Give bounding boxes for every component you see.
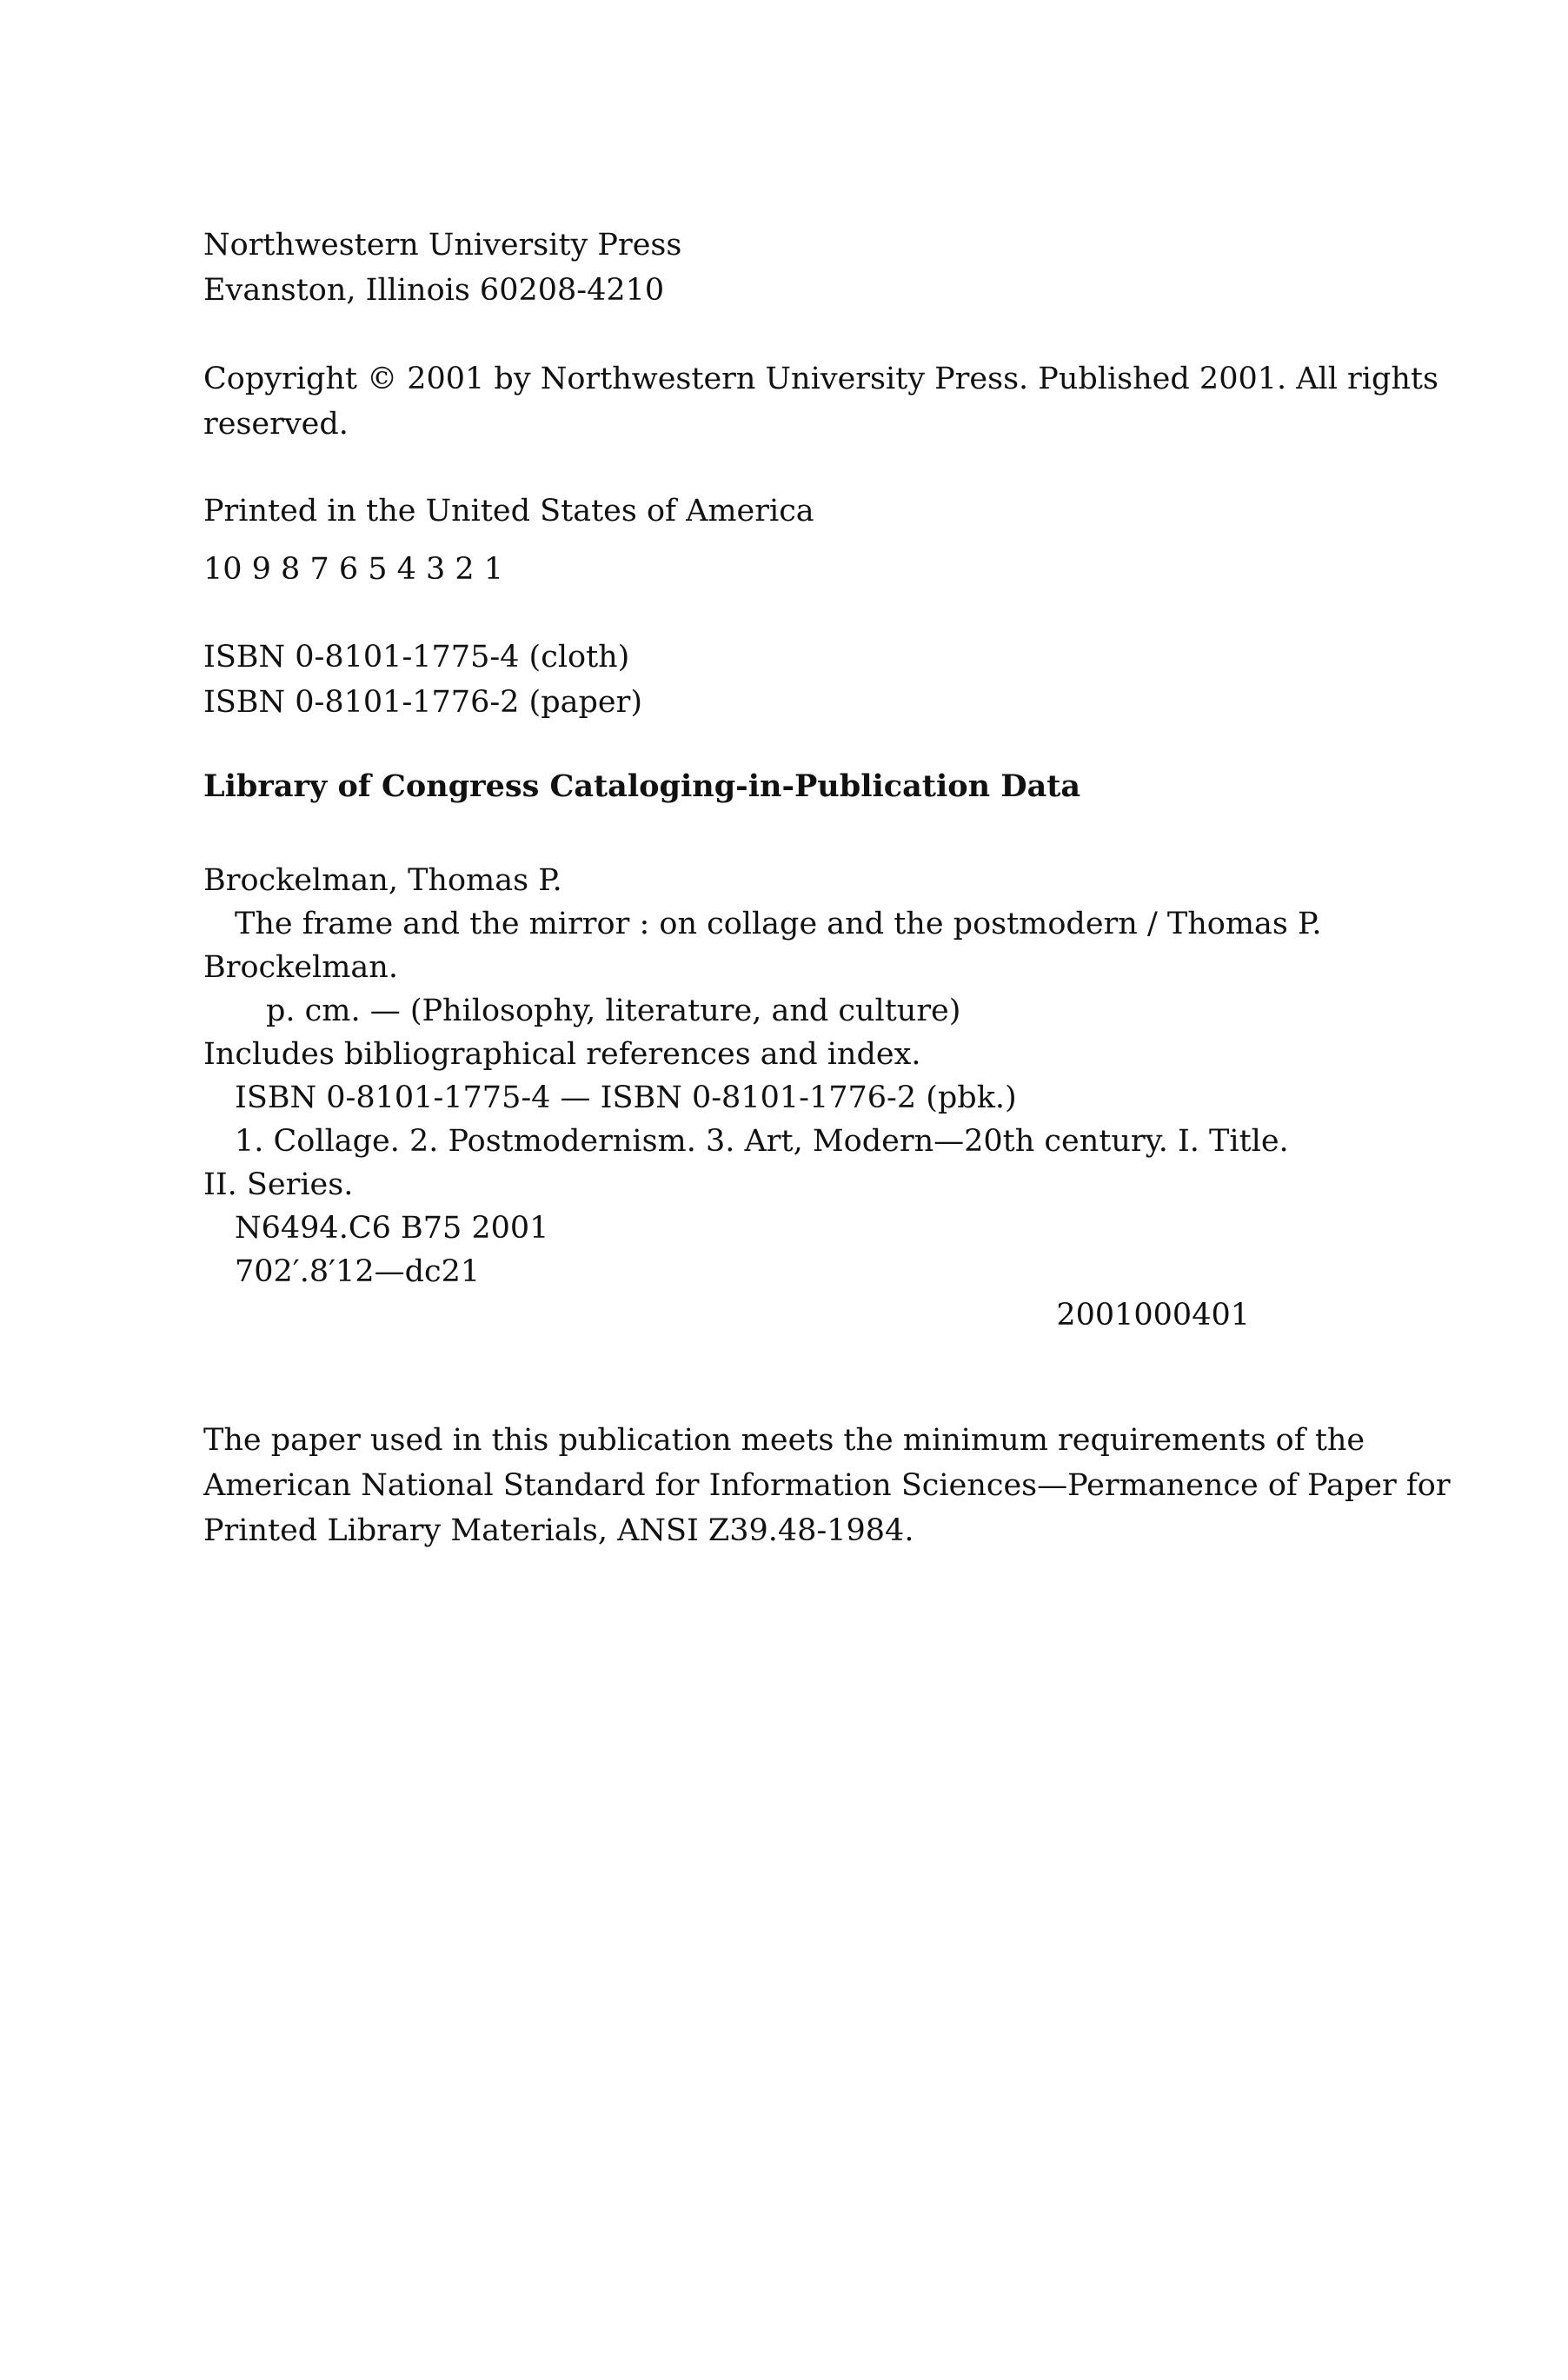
cip-title-line-1: The frame and the mirror : on collage and the postmodern / Thomas P. [235,907,1322,941]
cip-subjects-line-1: 1. Collage. 2. Postmodernism. 3. Art, Modern—20th century. I. Title. [235,1124,1289,1159]
paper-notice-line-2: American National Standard for Information Sciences—Permanence of Paper for [203,1468,1451,1503]
copyright-line-1: Copyright © 2001 by Northwestern University Press. Published 2001. All rights [203,362,1438,396]
cip-isbn-line: ISBN 0-8101-1775-4 — ISBN 0-8101-1776-2 (pbk.) [235,1080,1017,1115]
cip-title-line-2: Brockelman. [203,950,398,985]
paper-notice-line-1: The paper used in this publication meets the minimum requirements of the [203,1423,1365,1458]
cip-lc-class: N6494.C6 B75 2001 [235,1211,549,1246]
isbn-cloth: ISBN 0-8101-1775-4 (cloth) [203,640,630,675]
publisher-name: Northwestern University Press [203,228,682,263]
cip-control-number: 2001000401 [1056,1298,1250,1333]
cip-dewey: 702′.8′12—dc21 [235,1254,481,1289]
isbn-paper: ISBN 0-8101-1776-2 (paper) [203,685,642,720]
cip-author: Brockelman, Thomas P. [203,863,562,898]
paper-notice-line-3: Printed Library Materials, ANSI Z39.48-1984. [203,1513,914,1548]
cip-subjects-line-2: II. Series. [203,1167,354,1202]
cip-notes: Includes bibliographical references and index. [203,1037,921,1072]
cip-physical: p. cm. — (Philosophy, literature, and culture) [266,994,961,1028]
printing-numbers: 10 9 8 7 6 5 4 3 2 1 [203,552,504,587]
copyright-line-2: reserved. [203,407,349,442]
publisher-address: Evanston, Illinois 60208-4210 [203,273,665,308]
printed-in: Printed in the United States of America [203,494,814,529]
cip-heading: Library of Congress Cataloging-in-Publication Data [203,768,1081,804]
